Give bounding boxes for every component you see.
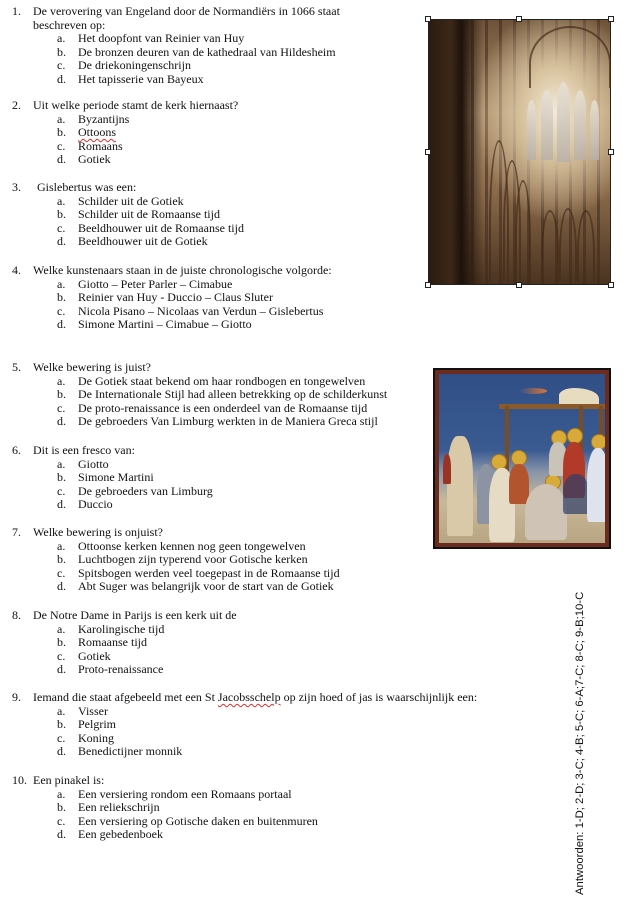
option-letter: d. [57,662,66,677]
option-letter: b. [57,717,66,732]
option-text: Duccio [78,497,113,512]
resize-handle-bottom-center[interactable] [516,282,522,288]
question-number: 5. [12,360,21,374]
option-letter: a. [57,276,66,291]
option-letter: a. [57,193,66,208]
question-number: 4. [12,263,21,277]
cathedral-interior-image[interactable] [428,19,611,285]
option-text: De driekoningenschrijn [78,58,191,73]
option-text: De gebroeders Van Limburg werkten in de Maniera Greca stijl [78,414,378,429]
option-letter: c. [57,648,66,663]
question-number: 9. [12,690,21,704]
option-text: Luchtbogen zijn typerend voor Gotische kerken [78,552,308,567]
option-letter: c. [57,730,66,745]
option-letter: d. [57,414,66,429]
question-text: Gislebertus was een: [37,180,137,194]
option-letter: a. [57,538,66,553]
question-text: Welke bewering is juist? [33,360,152,374]
option-text: Gotiek [78,648,111,663]
option-letter: d. [57,234,66,249]
option-text: Een reliekschrijn [78,800,160,815]
option-text: Koning [78,730,114,745]
option-text: Beeldhouwer uit de Romaanse tijd [78,220,244,235]
option-letter: d. [57,827,66,842]
spellcheck-flagged-word[interactable]: Jacobsschelp [217,690,281,704]
option-letter: c. [57,400,66,415]
question-number: 2. [12,98,21,112]
option-letter: a. [57,703,66,718]
resize-handle-top-center[interactable] [516,16,522,22]
question-text: Iemand die staat afgebeeld met een St Jacobsschelp op zijn hoed of jas is waarschijnlijk een: [33,690,478,704]
option-text: Gotiek [78,152,111,167]
option-letter: c. [57,220,66,235]
resize-handle-middle-left[interactable] [425,149,431,155]
option-text: Een versiering op Gotische daken en buitenmuren [78,813,318,828]
option-text: Romaanse tijd [78,635,147,650]
option-letter: b. [57,207,66,222]
question-number: 3. [12,180,21,194]
option-letter: d. [57,71,66,86]
option-letter: a. [57,111,66,126]
option-letter: c. [57,303,66,318]
option-letter: a. [57,31,66,46]
option-text: De bronzen deuren van de kathedraal van Hildesheim [78,44,336,59]
option-text: De Gotiek staat bekend om haar rondbogen en tongewelven [78,373,366,388]
question-text: De Notre Dame in Parijs is een kerk uit de [33,608,237,622]
answer-key: Antwoorden: 1-D; 2-D; 3-C; 4-B; 5-C; 6-A;7-C; 8-C; 9-B;10-C [574,591,586,895]
option-letter: b. [57,290,66,305]
question-text: Een pinakel is: [33,773,105,787]
option-text: Pelgrim [78,717,116,732]
option-text: Abt Suger was belangrijk voor de start van de Gotiek [78,579,334,594]
option-text: De gebroeders van Limburg [78,483,213,498]
question-number: 6. [12,443,21,457]
option-letter: a. [57,621,66,636]
option-letter: b. [57,125,66,140]
question-text: Uit welke periode stamt de kerk hiernaast? [33,98,239,112]
option-letter: c. [57,138,66,153]
option-text: Het doopfont van Reinier van Huy [78,31,245,46]
question-number: 10. [12,773,27,787]
option-text: Giotto – Peter Parler – Cimabue [78,276,233,291]
option-text: Schilder uit de Romaanse tijd [78,207,220,222]
resize-handle-bottom-right[interactable] [608,282,614,288]
option-text: De proto-renaissance is een onderdeel van de Romaanse tijd [78,400,368,415]
question-text: Dit is een fresco van: [33,443,135,457]
option-text: Reinier van Huy - Duccio – Claus Sluter [78,290,273,305]
option-text: Proto-renaissance [78,662,164,677]
option-text: Schilder uit de Gotiek [78,193,184,208]
option-text: Een gebedenboek [78,827,163,842]
option-letter: b. [57,635,66,650]
option-letter: a. [57,456,66,471]
resize-handle-bottom-left[interactable] [425,282,431,288]
option-text: Simone Martini – Cimabue – Giotto [78,317,252,332]
option-text: Visser [78,703,108,718]
option-text: Ottoons [78,125,117,140]
option-text: Beeldhouwer uit de Gotiek [78,234,208,249]
option-text: Ottoonse kerken kennen nog geen tongewelven [78,538,306,553]
option-text: Benedictijner monnik [78,744,183,759]
option-letter: d. [57,317,66,332]
option-letter: c. [57,565,66,580]
question-number: 7. [12,525,21,539]
option-letter: d. [57,744,66,759]
option-text: Spitsbogen werden veel toegepast in de Romaanse tijd [78,565,340,580]
fresco-adoration-image[interactable] [433,368,611,549]
option-letter: a. [57,373,66,388]
option-text: Byzantijns [78,111,130,126]
option-letter: c. [57,58,66,73]
option-text: Simone Martini [78,470,154,485]
question-text: De verovering van Engeland door de Normandiërs in 1066 staat [33,4,340,18]
option-letter: b. [57,387,66,402]
option-text: Een versiering rondom een Romaans portaal [78,786,292,801]
question-number: 1. [12,4,21,18]
option-letter: d. [57,152,66,167]
resize-handle-top-right[interactable] [608,16,614,22]
option-text: Karolingische tijd [78,621,165,636]
option-letter: b. [57,800,66,815]
option-text: Het tapisserie van Bayeux [78,71,204,86]
option-letter: b. [57,44,66,59]
option-letter: a. [57,786,66,801]
resize-handle-top-left[interactable] [425,16,431,22]
option-letter: d. [57,579,66,594]
option-text: Romaans [78,138,123,153]
option-letter: b. [57,470,66,485]
option-letter: d. [57,497,66,512]
option-text: Giotto [78,456,109,471]
option-text: Nicola Pisano – Nicolaas van Verdun – Gislebertus [78,303,324,318]
option-letter: c. [57,483,66,498]
question-text: Welke bewering is onjuist? [33,525,164,539]
question-text: Welke kunstenaars staan in de juiste chronologische volgorde: [33,263,332,277]
question-text: beschreven op: [33,17,106,32]
option-text: De Internationale Stijl had alleen betrekking op de schilderkunst [78,387,388,402]
resize-handle-middle-right[interactable] [608,149,614,155]
question-number: 8. [12,608,21,622]
option-letter: c. [57,813,66,828]
option-letter: b. [57,552,66,567]
